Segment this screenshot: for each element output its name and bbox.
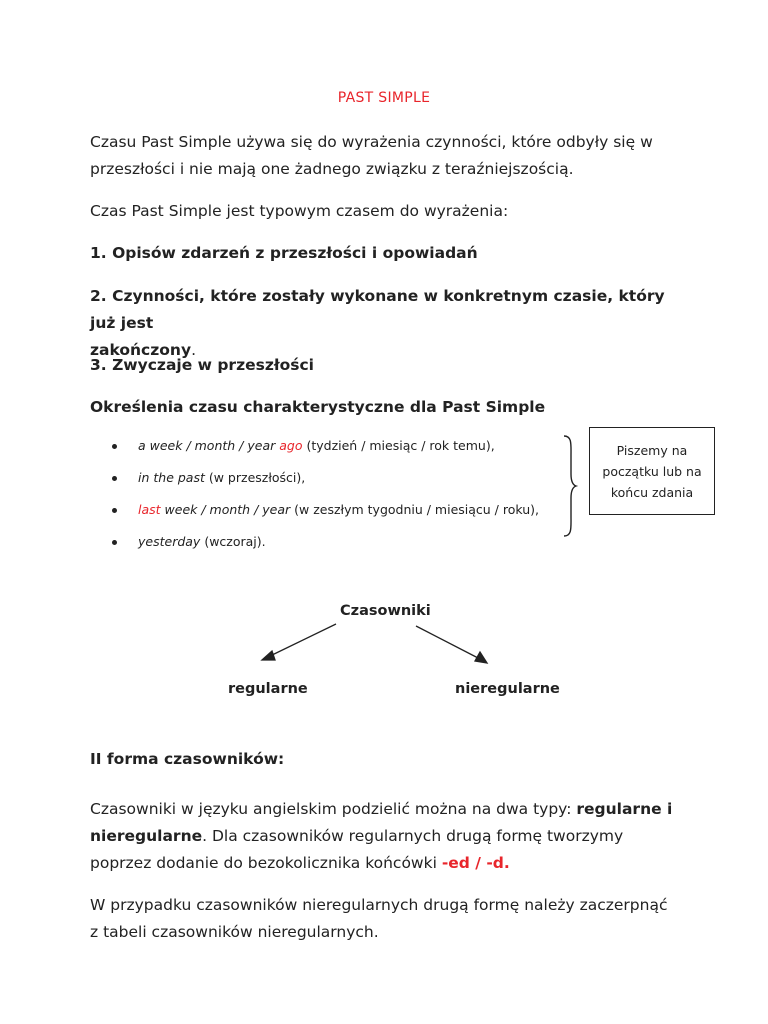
- use-2-period: .: [191, 341, 196, 359]
- intro-line-2: przeszłości i nie mają one żadnego związku z teraźniejszością.: [90, 160, 574, 178]
- page-title: PAST SIMPLE: [337, 90, 431, 106]
- usage-lead: Czas Past Simple jest typowym czasem do wyrażenia:: [90, 202, 509, 220]
- form-heading: II forma czasowników:: [90, 750, 285, 768]
- list-item: in the past (w przeszłości),: [112, 468, 582, 500]
- note-box: [589, 427, 715, 515]
- intro-line-1: Czasu Past Simple używa się do wyrażenia czynności, które odbyły się w: [90, 133, 653, 151]
- curly-brace-icon: [560, 432, 584, 540]
- bullet-icon: [112, 476, 117, 481]
- list-item: a week / month / year ago (tydzień / miesiąc / rok temu),: [112, 436, 582, 468]
- note-line-2: początku lub na: [602, 464, 702, 479]
- bullet-icon: [112, 444, 117, 449]
- note-line-1: Piszemy na: [616, 443, 688, 458]
- time-expressions-list: [112, 436, 582, 564]
- arrow-left-line: [268, 624, 336, 657]
- list-item: yesterday (wczoraj).: [112, 532, 582, 564]
- bullet-icon: [112, 540, 117, 545]
- intro-paragraph: [90, 129, 690, 183]
- use-2-line-1: 2. Czynności, które zostały wykonane w konkretnym czasie, który już jest: [90, 287, 665, 332]
- ending-highlight: -ed / -d.: [441, 854, 510, 872]
- bullet-icon: [112, 508, 117, 513]
- diagram-root-label: Czasowniki: [340, 603, 431, 619]
- paragraph-irregular: W przypadku czasowników nieregularnych drugą formę należy zaczerpnąć z tabeli czasowników nieregularnych.: [90, 896, 668, 941]
- list-item: last week / month / year (w zeszłym tygodniu / miesiącu / roku),: [112, 500, 582, 532]
- use-3: 3. Zwyczaje w przeszłości: [90, 356, 314, 374]
- use-1: 1. Opisów zdarzeń z przeszłości i opowiadań: [90, 244, 478, 262]
- note-line-3: końcu zdania: [610, 485, 694, 500]
- arrow-right-head-icon: [475, 652, 487, 663]
- arrow-left-head-icon: [262, 651, 275, 660]
- paragraph-regular-irregular: Czasowniki w języku angielskim podzielić można na dwa typy: regularne i nieregularne. Dla czasowników regularnych drugą formę tworzymy poprzez dodanie do bezokolicznika końcówki -ed / -d.: [90, 800, 673, 872]
- time-expressions-heading: Określenia czasu charakterystyczne dla Past Simple: [90, 398, 546, 416]
- diagram-right-label: nieregularne: [455, 681, 560, 697]
- diagram-left-label: regularne: [228, 681, 308, 697]
- use-2-line-2: zakończony: [90, 341, 192, 359]
- arrow-right-line: [416, 626, 480, 659]
